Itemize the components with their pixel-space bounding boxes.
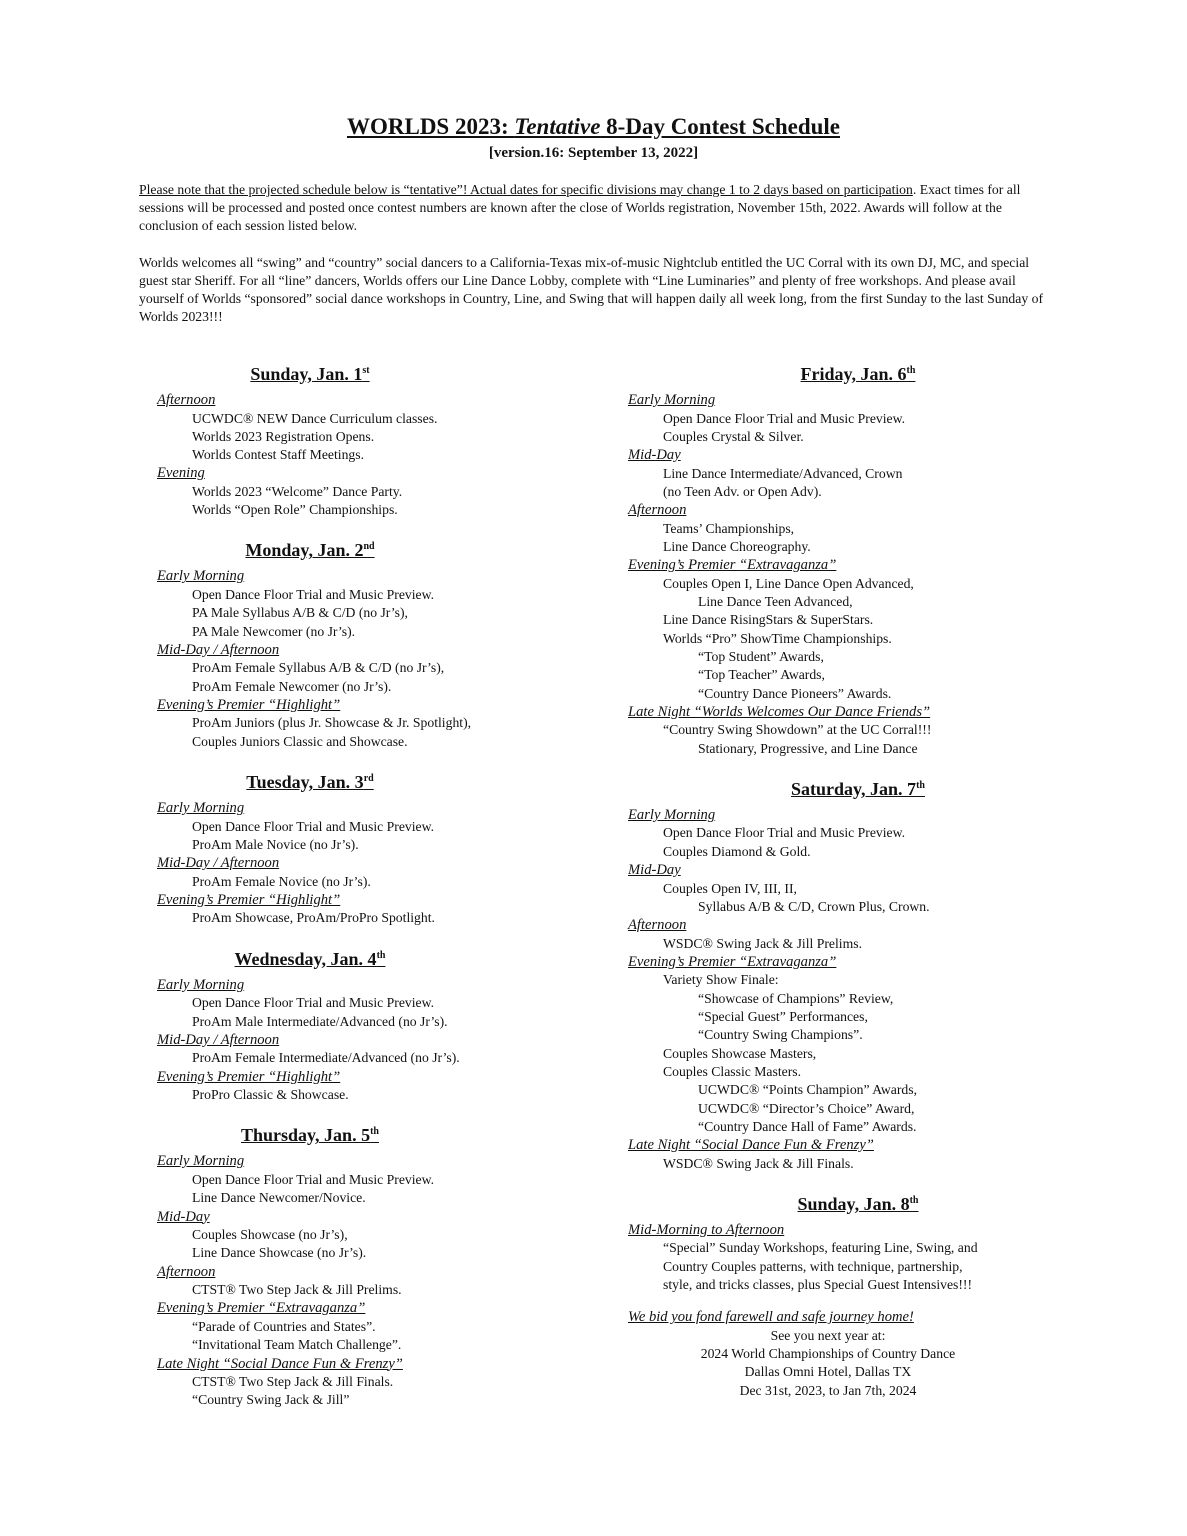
schedule-item: “Top Teacher” Awards, bbox=[698, 667, 825, 683]
schedule-item: “Top Student” Awards, bbox=[698, 648, 824, 664]
closing-line: Dallas Omni Hotel, Dallas TX bbox=[744, 1364, 912, 1380]
day-heading-sunday-jan-1: Sunday, Jan. 1st bbox=[250, 364, 370, 384]
schedule-item: UCWDC® NEW Dance Curriculum classes. bbox=[192, 410, 438, 426]
schedule-item: ProPro Classic & Showcase. bbox=[192, 1087, 349, 1103]
schedule-item: (no Teen Adv. or Open Adv). bbox=[663, 483, 822, 499]
schedule-item: ProAm Female Intermediate/Advanced (no Jr’s). bbox=[192, 1050, 460, 1066]
closing-line: Dec 31st, 2023, to Jan 7th, 2024 bbox=[739, 1382, 917, 1398]
schedule-item: Line Dance Newcomer/Novice. bbox=[192, 1190, 366, 1206]
day-heading-monday-jan-2: Monday, Jan. 2nd bbox=[245, 540, 375, 561]
section-heading: Mid-Day bbox=[157, 1208, 210, 1225]
schedule-item: Couples Showcase (no Jr’s), bbox=[192, 1227, 348, 1243]
schedule-item: Couples Showcase Masters, bbox=[663, 1045, 817, 1061]
section-heading: Afternoon bbox=[157, 1263, 216, 1280]
schedule-item: Worlds 2023 Registration Opens. bbox=[192, 428, 375, 444]
schedule-item: “Country Dance Hall of Fame” Awards. bbox=[698, 1118, 917, 1134]
schedule-item: “Showcase of Champions” Review, bbox=[698, 990, 894, 1006]
section-heading: Afternoon bbox=[628, 502, 687, 519]
section-heading: Early Morning bbox=[628, 806, 716, 823]
section-heading: Late Night “Social Dance Fun & Frenzy” bbox=[628, 1137, 874, 1154]
section-heading: Late Night “Social Dance Fun & Frenzy” bbox=[157, 1355, 403, 1372]
schedule-item: Couples Juniors Classic and Showcase. bbox=[192, 733, 408, 749]
section-heading: Mid-Day / Afternoon bbox=[157, 1031, 280, 1048]
intro-note-underlined: Please note that the projected schedule below is “tentative”! Actual dates for specific divisions may change 1 to 2 days based on participation bbox=[139, 182, 913, 197]
section-heading: Early Morning bbox=[157, 568, 245, 585]
schedule-item: ProAm Juniors (plus Jr. Showcase & Jr. Spotlight), bbox=[192, 715, 472, 731]
schedule-item: Open Dance Floor Trial and Music Preview. bbox=[192, 1171, 435, 1187]
schedule-item: CTST® Two Step Jack & Jill Prelims. bbox=[192, 1282, 402, 1298]
schedule-item: Couples Crystal & Silver. bbox=[663, 428, 804, 444]
schedule-item: “Country Swing Champions”. bbox=[698, 1027, 863, 1043]
day-heading-sunday-jan-8: Sunday, Jan. 8th bbox=[797, 1193, 919, 1214]
schedule-item: UCWDC® “Director’s Choice” Award, bbox=[698, 1100, 915, 1116]
schedule-item: Open Dance Floor Trial and Music Preview. bbox=[192, 818, 435, 834]
schedule-item: WSDC® Swing Jack & Jill Prelims. bbox=[663, 935, 862, 951]
schedule-item: WSDC® Swing Jack & Jill Finals. bbox=[663, 1155, 854, 1171]
section-heading: Evening’s Premier “Extravaganza” bbox=[628, 953, 837, 970]
schedule-item: Syllabus A/B & C/D, Crown Plus, Crown. bbox=[698, 898, 930, 914]
schedule-item: “Country Swing Jack & Jill” bbox=[192, 1392, 350, 1408]
closing-line: 2024 World Championships of Country Dance bbox=[700, 1346, 956, 1362]
farewell-message: We bid you fond farewell and safe journey home! bbox=[628, 1309, 914, 1326]
section-heading: Early Morning bbox=[157, 800, 245, 817]
schedule-item: Couples Open IV, III, II, bbox=[663, 880, 797, 896]
section-heading: Mid-Day bbox=[628, 862, 681, 879]
schedule-item: Line Dance Choreography. bbox=[663, 538, 811, 554]
intro-welcome: Worlds welcomes all “swing” and “country” social dancers to a California-Texas mix-of-music Nightclub entitled the UC Corral with its own DJ, MC, and special guest star Sheriff. For all “line” dancers, Worlds offers our Line Dance Lobby, complete with “Line Luminaries” and plenty of free workshops. And please avail yourself of Worlds “sponsored” social dance workshops in Country, Line, and Swing that will happen daily all week long, from the first Sunday to the last Sunday of Worlds 2023!!! bbox=[139, 255, 1044, 324]
section-heading: Mid-Day / Afternoon bbox=[157, 855, 280, 872]
version-subtitle: [version.16: September 13, 2022] bbox=[488, 145, 699, 161]
section-heading: Evening’s Premier “Highlight” bbox=[157, 696, 341, 713]
section-heading: Evening’s Premier “Highlight” bbox=[157, 891, 341, 908]
section-heading: Early Morning bbox=[157, 1153, 245, 1170]
schedule-item: Line Dance Intermediate/Advanced, Crown bbox=[663, 465, 903, 481]
schedule-item: Worlds 2023 “Welcome” Dance Party. bbox=[192, 483, 403, 499]
schedule-item: ProAm Male Intermediate/Advanced (no Jr’s). bbox=[192, 1013, 448, 1029]
title-prefix: WORLDS 2023: bbox=[346, 114, 515, 139]
day-heading-wednesday-jan-4: Wednesday, Jan. 4th bbox=[234, 948, 386, 969]
schedule-item: ProAm Female Novice (no Jr’s). bbox=[192, 873, 371, 889]
day-heading-friday-jan-6: Friday, Jan. 6th bbox=[800, 364, 916, 384]
closing-line: See you next year at: bbox=[770, 1327, 886, 1343]
schedule-item: Open Dance Floor Trial and Music Preview. bbox=[192, 586, 435, 602]
section-heading: Evening’s Premier “Extravaganza” bbox=[157, 1300, 366, 1317]
section-heading: Mid-Morning to Afternoon bbox=[628, 1221, 785, 1238]
schedule-item: “Special Guest” Performances, bbox=[698, 1009, 868, 1025]
schedule-item: Worlds Contest Staff Meetings. bbox=[192, 447, 365, 463]
schedule-item: Line Dance Teen Advanced, bbox=[698, 594, 853, 610]
schedule-item: ProAm Female Syllabus A/B & C/D (no Jr’s), bbox=[192, 660, 445, 676]
section-heading: Mid-Day / Afternoon bbox=[157, 641, 280, 658]
schedule-item: Open Dance Floor Trial and Music Preview. bbox=[663, 410, 906, 426]
schedule-item: Open Dance Floor Trial and Music Preview. bbox=[663, 825, 906, 841]
schedule-item: Line Dance RisingStars & SuperStars. bbox=[663, 612, 874, 628]
schedule-item: Couples Open I, Line Dance Open Advanced, bbox=[663, 575, 914, 591]
section-heading: Mid-Day bbox=[628, 447, 681, 464]
page-title bbox=[0, 114, 1187, 140]
schedule-item: PA Male Syllabus A/B & C/D (no Jr’s), bbox=[192, 605, 408, 621]
schedule-item: Couples Classic Masters. bbox=[663, 1063, 802, 1079]
schedule-item: ProAm Male Novice (no Jr’s). bbox=[192, 836, 359, 852]
schedule-item: style, and tricks classes, plus Special Guest Intensives!!! bbox=[663, 1277, 973, 1292]
section-heading: Early Morning bbox=[628, 392, 716, 408]
intro-note bbox=[139, 181, 1051, 235]
schedule-item: “Parade of Countries and States”. bbox=[192, 1318, 376, 1334]
schedule-item: Teams’ Championships, bbox=[663, 520, 795, 536]
intro-note-rest: . Exact times for all sessions will be processed and posted once contest numbers are known after the close of Worlds registration, November 15th, 2022. Awards will follow at the conclusion of each session listed below. bbox=[139, 182, 1021, 233]
schedule-item: Worlds “Open Role” Championships. bbox=[192, 502, 398, 518]
left-column bbox=[157, 360, 567, 1410]
schedule-item: Variety Show Finale: bbox=[663, 972, 779, 988]
schedule-item: PA Male Newcomer (no Jr’s). bbox=[192, 623, 356, 639]
schedule-item: “Invitational Team Match Challenge”. bbox=[192, 1337, 402, 1353]
schedule-item: “Country Swing Showdown” at the UC Corral!!! bbox=[663, 722, 932, 738]
section-heading: Evening’s Premier “Highlight” bbox=[157, 1068, 341, 1085]
schedule-item: Stationary, Progressive, and Line Dance bbox=[698, 740, 918, 756]
day-heading-saturday-jan-7: Saturday, Jan. 7th bbox=[791, 778, 925, 799]
schedule-item: Open Dance Floor Trial and Music Preview. bbox=[192, 995, 435, 1011]
right-column bbox=[628, 360, 1088, 1400]
section-heading: Afternoon bbox=[628, 917, 687, 934]
section-heading: Late Night “Worlds Welcomes Our Dance Friends” bbox=[628, 703, 931, 720]
schedule-item: CTST® Two Step Jack & Jill Finals. bbox=[192, 1374, 394, 1390]
schedule-item: ProAm Female Newcomer (no Jr’s). bbox=[192, 678, 392, 694]
schedule-item: “Country Dance Pioneers” Awards. bbox=[698, 685, 892, 701]
schedule-item: Worlds “Pro” ShowTime Championships. bbox=[663, 630, 892, 646]
schedule-item: UCWDC® “Points Champion” Awards, bbox=[698, 1082, 918, 1098]
day-heading-tuesday-jan-3: Tuesday, Jan. 3rd bbox=[246, 772, 374, 793]
schedule-item: ProAm Showcase, ProAm/ProPro Spotlight. bbox=[192, 910, 435, 926]
schedule-item: “Special” Sunday Workshops, featuring Line, Swing, and bbox=[663, 1240, 978, 1256]
schedule-item: Country Couples patterns, with technique, partnership, bbox=[663, 1258, 963, 1274]
title-suffix: 8-Day Contest Schedule bbox=[600, 114, 841, 139]
section-heading: Early Morning bbox=[157, 976, 245, 993]
section-heading: Evening bbox=[157, 465, 205, 482]
section-heading: Evening’s Premier “Extravaganza” bbox=[628, 557, 837, 574]
schedule-item: Couples Diamond & Gold. bbox=[663, 843, 811, 859]
section-heading: Afternoon bbox=[157, 392, 216, 408]
schedule-item: Line Dance Showcase (no Jr’s). bbox=[192, 1245, 367, 1261]
title-italic: Tentative bbox=[514, 114, 601, 139]
day-heading-thursday-jan-5: Thursday, Jan. 5th bbox=[241, 1125, 379, 1146]
